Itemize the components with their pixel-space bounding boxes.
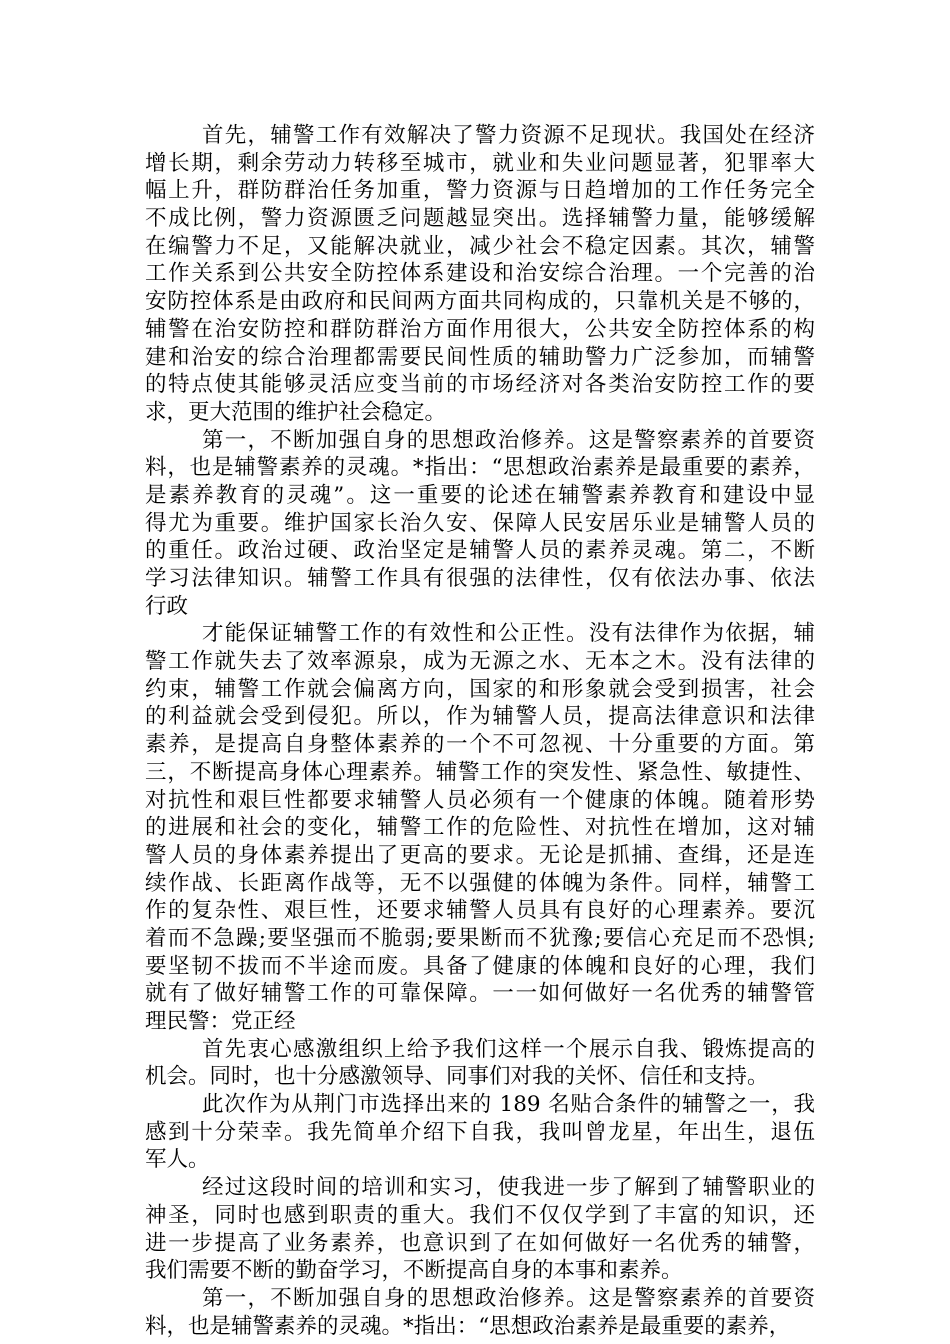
- text-line: 建和治安的综合治理都需要民间性质的辅助警力广泛参加，而辅警: [145, 344, 815, 370]
- text-line: 才能保证辅警工作的有效性和公正性。没有法律作为依据，辅: [202, 621, 815, 647]
- text-line: 军人。: [145, 1147, 210, 1173]
- text-line: 素养，是提高自身整体素养的一个不可忽视、十分重要的方面。第: [145, 732, 815, 758]
- text-line: 首先衷心感激组织上给予我们这样一个展示自我、锻炼提高的: [202, 1036, 815, 1062]
- text-line: 经过这段时间的培训和实习，使我进一步了解到了辅警职业的: [202, 1175, 815, 1201]
- text-line: 着而不急躁;要坚强而不脆弱;要果断而不犹豫;要信心充足而不恐惧;: [145, 925, 815, 951]
- text-line: 理民警：党正经: [145, 1009, 296, 1034]
- text-line: 警人员的身体素养提出了更高的要求。无论是抓捕、查缉，还是连: [145, 842, 815, 868]
- text-line: 续作战、长距离作战等，无不以强健的体魄为条件。同样，辅警工: [145, 870, 815, 896]
- text-line: 工作关系到公共安全防控体系建设和治安综合治理。一个完善的治: [145, 261, 815, 287]
- text-line: 作的复杂性、艰巨性，还要求辅警人员具有良好的心理素养。要沉: [145, 898, 815, 924]
- text-line: 的进展和社会的变化，辅警工作的危险性、对抗性在增加，这对辅: [145, 815, 815, 841]
- text-line: 第一，不断加强自身的思想政治修养。这是警察素养的首要资: [202, 1285, 815, 1311]
- text-line: 第一，不断加强自身的思想政治修养。这是警察素养的首要资: [202, 427, 815, 453]
- text-line: 警工作就失去了效率源泉，成为无源之水、无本之木。没有法律的: [145, 649, 815, 675]
- text-line: 约束，辅警工作就会偏离方向，国家的和形象就会受到损害，社会: [145, 676, 815, 702]
- text-line: 得尤为重要。维护国家长治久安、保障人民安居乐业是辅警人员的: [145, 510, 815, 536]
- text-line: 在编警力不足，又能解决就业，减少社会不稳定因素。其次，辅警: [145, 233, 815, 259]
- text-line: 的特点使其能够灵活应变当前的市场经济对各类治安防控工作的要: [145, 372, 815, 398]
- text-line: 料，也是辅警素养的灵魂。*指出：“思想政治素养是最重要的素养，: [145, 455, 815, 481]
- text-line: 就有了做好辅警工作的可靠保障。一一如何做好一名优秀的辅警管: [145, 981, 815, 1007]
- text-line: 进一步提高了业务素养，也意识到了在如何做好一名优秀的辅警，: [145, 1230, 815, 1256]
- text-line: 感到十分荣幸。我先简单介绍下自我，我叫曾龙星，年出生，退伍: [145, 1119, 815, 1145]
- text-line: 机会。同时，也十分感激领导、同事们对我的关怀、信任和支持。: [145, 1064, 769, 1090]
- text-line: 是素养教育的灵魂”。这一重要的论述在辅警素养教育和建设中显: [145, 482, 815, 508]
- paragraph-p1: [145, 122, 815, 427]
- paragraph-p5: [145, 1091, 815, 1174]
- text-line: 首先，辅警工作有效解决了警力资源不足现状。我国处在经济: [202, 123, 815, 148]
- text-line: 不成比例，警力资源匮乏问题越显突出。选择辅警力量，能够缓解: [145, 206, 815, 232]
- text-line: 学习法律知识。辅警工作具有很强的法律性，仅有依法办事、依法: [145, 566, 815, 591]
- text-line: 要坚韧不拔而不半途而废。具备了健康的体魄和良好的心理，我们: [145, 953, 815, 979]
- text-line: 增长期，剩余劳动力转移至城市，就业和失业问题显著，犯罪率大: [145, 150, 815, 176]
- text-line: 安防控体系是由政府和民间两方面共同构成的，只靠机关是不够的，: [145, 289, 815, 315]
- text-line: 三，不断提高身体心理素养。辅警工作的突发性、紧急性、敏捷性、: [145, 759, 815, 785]
- text-line: 神圣，同时也感到职责的重大。我们不仅仅学到了丰富的知识，还: [145, 1202, 815, 1228]
- text-line: 的利益就会受到侵犯。所以，作为辅警人员，提高法律意识和法律: [145, 704, 815, 730]
- text-line: 辅警在治安防控和群防群治方面作用很大，公共安全防控体系的构: [145, 316, 815, 342]
- text-line: 此次作为从荆门市选择出来的 189 名贴合条件的辅警之一，我: [202, 1092, 815, 1118]
- text-line: 对抗性和艰巨性都要求辅警人员必须有一个健康的体魄。随着形势: [145, 787, 815, 813]
- text-line: 料，也是辅警素养的灵魂。*指出：“思想政治素养是最重要的素养，: [145, 1313, 791, 1339]
- paragraph-p2: [145, 427, 815, 621]
- paragraph-p4: [145, 1036, 815, 1091]
- text-line: 行政: [145, 593, 189, 619]
- paragraph-p7: [145, 1285, 815, 1340]
- document-page: [145, 122, 815, 1340]
- text-line: 幅上升，群防群治任务加重，警力资源与日趋增加的工作任务完全: [145, 178, 815, 204]
- paragraph-p6: [145, 1174, 815, 1285]
- text-line: 的重任。政治过硬、政治坚定是辅警人员的素养灵魂。第二，不断: [145, 538, 815, 564]
- paragraph-p3: [145, 620, 815, 1035]
- text-line: 我们需要不断的勤奋学习，不断提高自身的本事和素养。: [145, 1258, 683, 1284]
- text-line: 求，更大范围的维护社会稳定。: [145, 399, 447, 425]
